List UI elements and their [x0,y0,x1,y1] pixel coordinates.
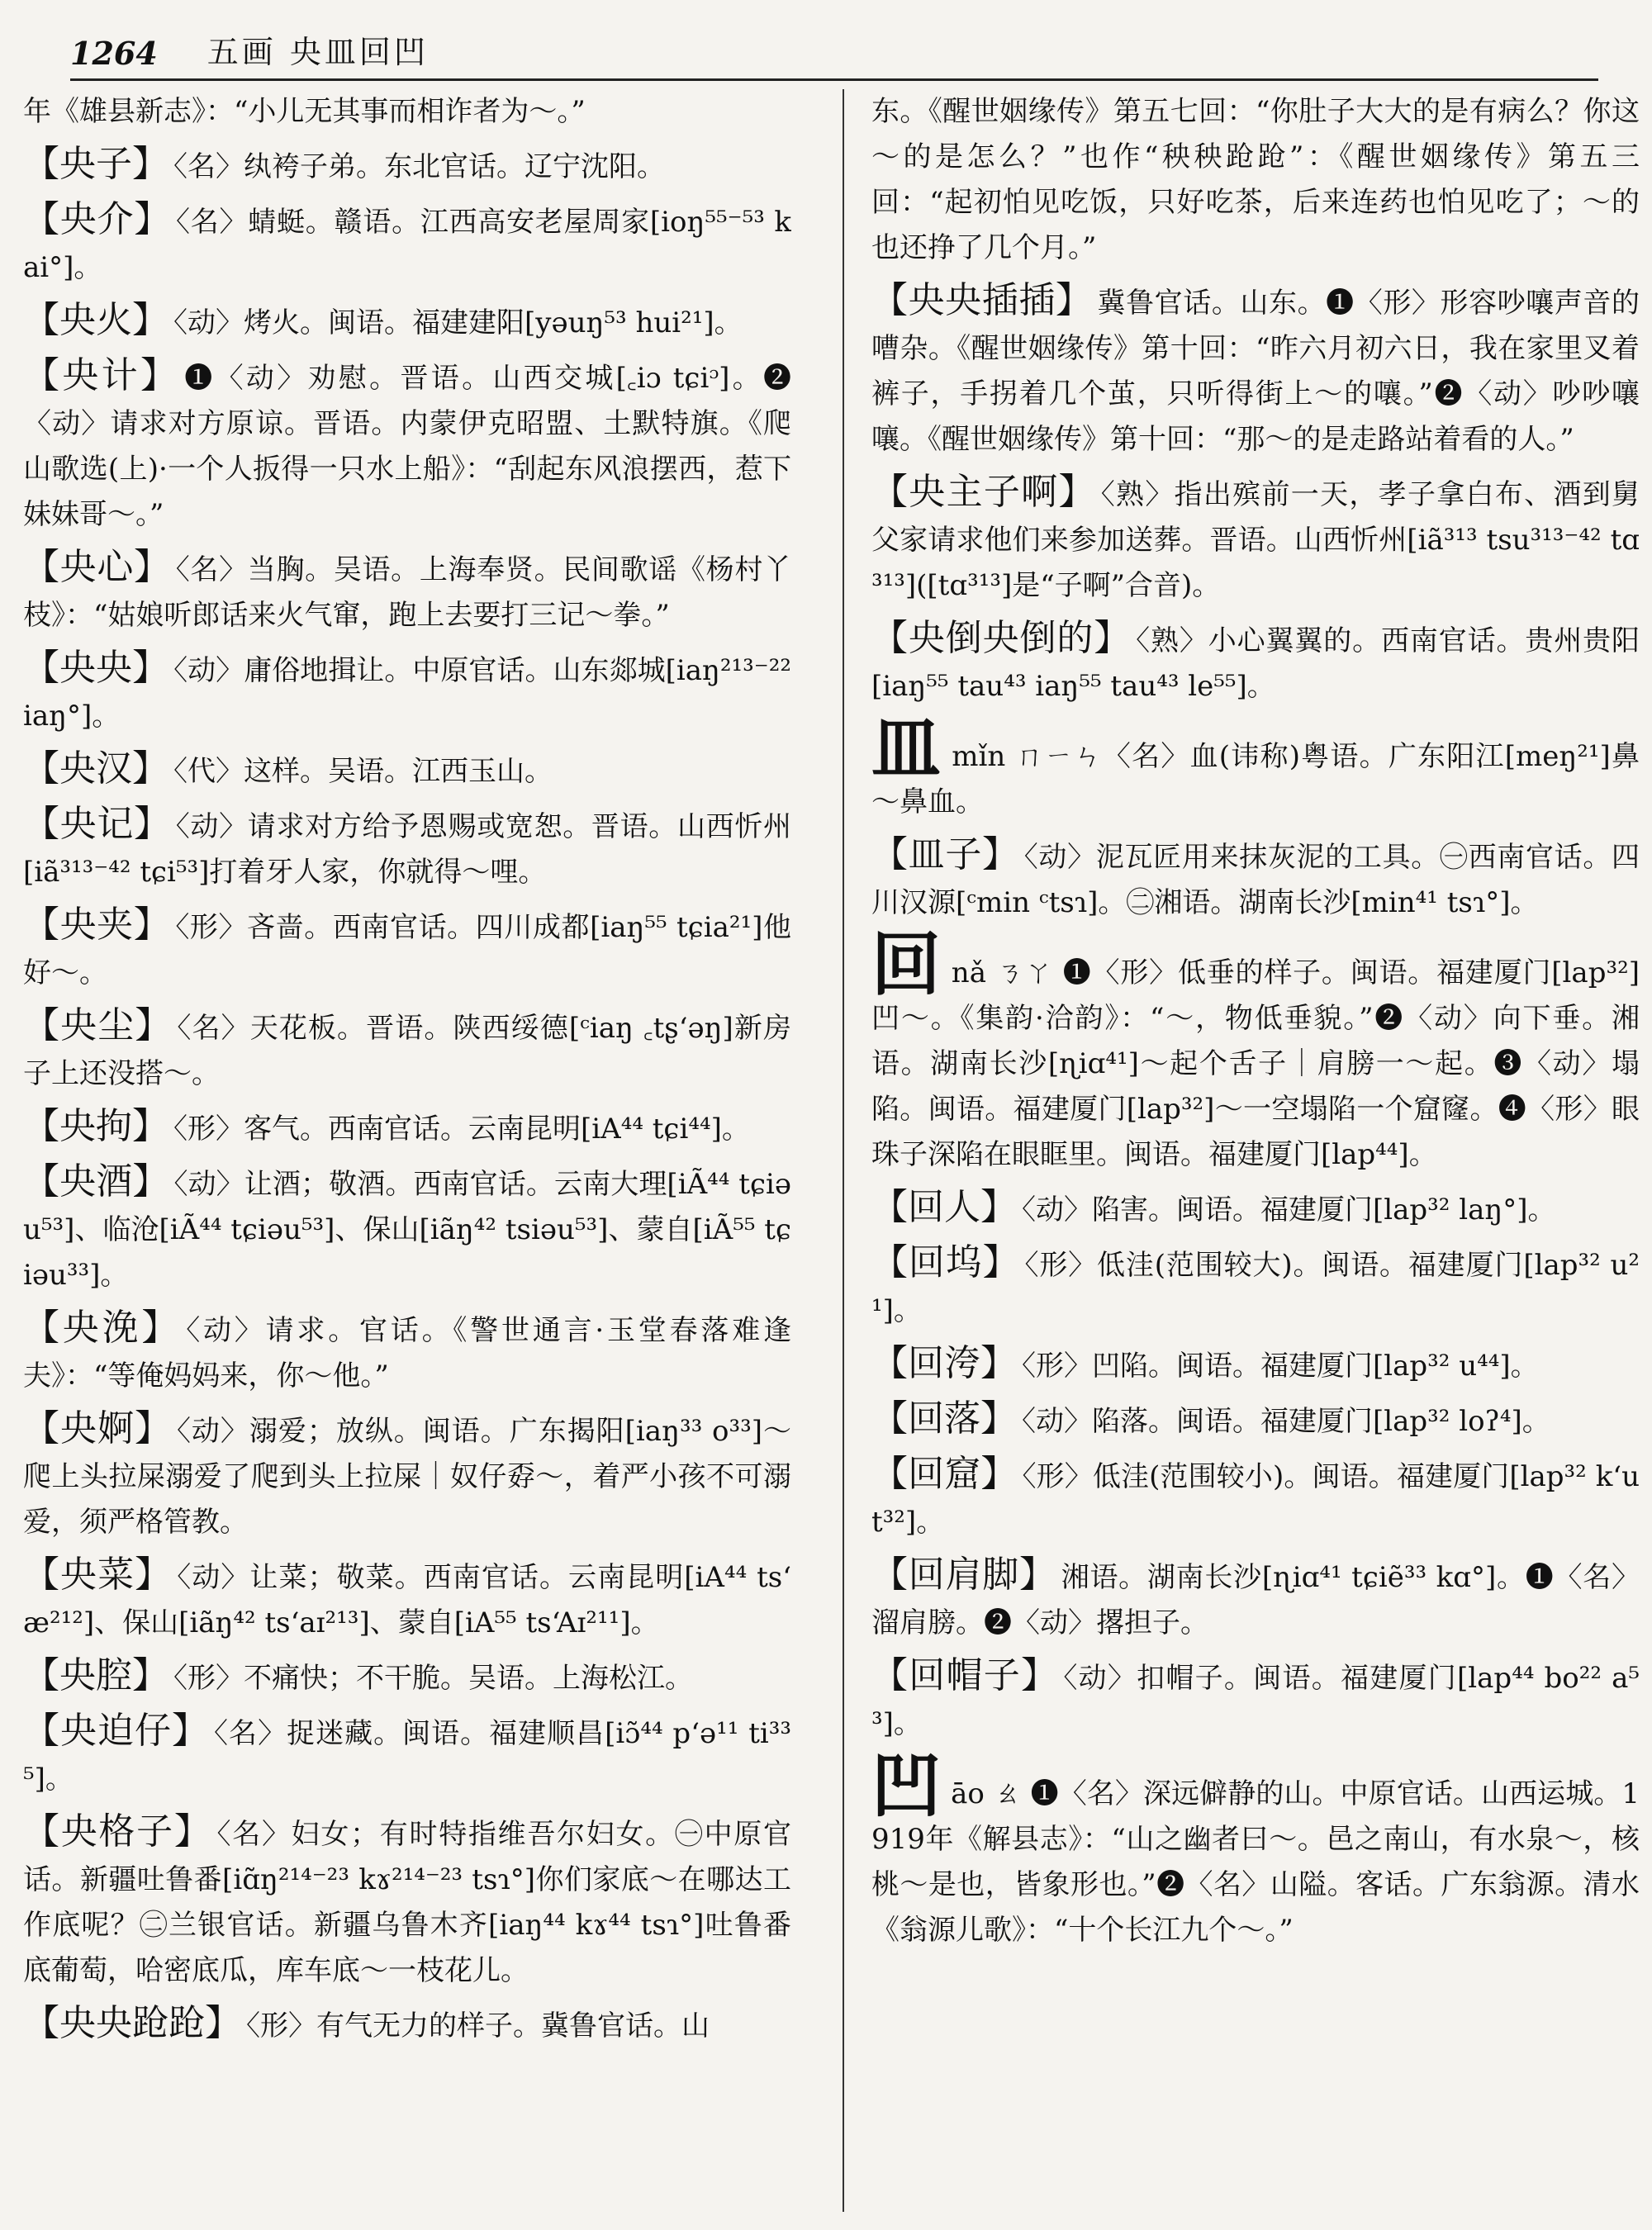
right-column [871,89,1640,2220]
dictionary-entry [23,297,791,346]
entry-headword: 【央主子啊】 [871,471,1096,513]
entry-definition: 〈熟〉指出殡前一天，孝子拿白布、酒到舅父家请求他们来参加送葬。晋语。山西忻州[iã³¹³ tsu³¹³⁻⁴² tɑ³¹³]([tɑ³¹³]是“子啊”合音)。 [871,478,1640,602]
dictionary-entry [23,1406,791,1545]
entry-headword: 【央心】 [23,546,171,588]
entry-definition: 东。《醒世姻缘传》第五七回：“你肚子大大的是有病么？你这～的是怎么？”也作“秧秧跄跄”：《醒世姻缘传》第五三回：“起初怕见吃饭，只好吃茶，后来连药也怕见吃了；～的也还挣了几个月。” [871,95,1640,264]
dictionary-entry [23,1305,791,1399]
dictionary-entry [871,89,1640,271]
entry-definition: 〈动〉请求对方给予恩赐或宽恕。晋语。山西忻州[iã³¹³⁻⁴² tɕi⁵³]打着牙人家，你就得～哩。 [23,810,791,889]
entry-definition: 〈名〉捉迷藏。闽语。福建顺昌[iɔ̃⁴⁴ pʻə¹¹ ti³³⁵]。 [23,1717,791,1796]
dictionary-entry [23,645,791,739]
dictionary-entry [23,1552,791,1646]
page-header [70,15,1598,81]
dictionary-entry [23,1103,791,1152]
entry-definition: 〈形〉客气。西南官话。云南昆明[iA⁴⁴ tɕi⁴⁴]。 [173,1113,750,1146]
entry-headword: 【央浼】 [23,1307,182,1349]
entry-definition: āo ㄠ ❶〈名〉深远僻静的山。中原官话。山西运城。1919年《解县志》：“山之幽者曰～。邑之南山，有水泉～，核桃～是也，皆象形也。”❷〈名〉山隘。客话。广东翁源。清水《翁源儿歌》：“十个长江九个～。” [871,1777,1640,1947]
dictionary-entry [871,1653,1640,1747]
entry-headword: 【央记】 [23,803,171,845]
entry-headword: 【央夹】 [23,904,171,946]
entry-definition: 〈动〉陷落。闽语。福建厦门[lap³² loʔ⁴]。 [1022,1405,1550,1438]
dictionary-entry [871,1552,1640,1646]
entry-headword: 【央央跄跄】 [23,2002,241,2044]
dictionary-entry [23,197,791,291]
entry-definition: 〈动〉请求。官话。《警世通言·玉堂春落难逢夫》：“等俺妈妈来，你～他。” [23,1314,791,1393]
entry-definition: 〈动〉扣帽子。闽语。福建厦门[lap⁴⁴ bo²² a⁵³]。 [871,1662,1640,1740]
entry-headword: 【央子】 [23,143,169,185]
character-headword: 回 [871,924,942,1005]
entry-definition: 冀鲁官话。山东。❶〈形〉形容吵嚷声音的嘈杂。《醒世姻缘传》第十回：“昨六月初六日，我在家里叉着裤子，手拐着几个茧，只听得街上～的嚷。”❷〈动〉吵吵嚷嚷。《醒世姻缘传》第十回：“那～的是走路站着看的人。” [871,287,1640,456]
entry-definition: 〈动〉溺爱；放纵。闽语。广东揭阳[iaŋ³³ o³³]～爬上头拉屎溺爱了爬到头上拉屎｜奴仔孬～，着严小孩不可溺爱，须严格管教。 [23,1415,791,1539]
entry-definition: 〈形〉低洼(范围较大)。闽语。福建厦门[lap³² u²¹]。 [871,1249,1640,1327]
dictionary-entry [23,746,791,795]
entry-definition: 〈动〉让酒；敬酒。西南官话。云南大理[iÃ⁴⁴ tɕiəu⁵³]、临沧[iÃ⁴⁴ tɕiəu⁵³]、保山[iãŋ⁴² tsiəu⁵³]、蒙自[iÃ⁵⁵ tɕiəu³³]。 [23,1168,791,1292]
entry-headword: 【回窟】 [871,1453,1018,1495]
entry-definition: 〈熟〉小心翼翼的。西南官话。贵州贵阳[iaŋ⁵⁵ tau⁴³ iaŋ⁵⁵ tau⁴³ le⁵⁵]。 [871,624,1640,703]
entry-definition: 〈形〉有气无力的样子。冀鲁官话。山 [246,2009,710,2043]
entry-definition: 年《雄县新志》：“小儿无其事而相诈者为～。” [23,95,586,128]
dictionary-entry [871,278,1640,463]
dictionary-entry [23,1708,791,1802]
dictionary-entry [23,141,791,190]
dictionary-entry [871,469,1640,609]
dictionary-entry [23,89,791,135]
dictionary-entry [871,1184,1640,1233]
entry-headword: 【回落】 [871,1397,1017,1440]
entry-definition: mǐn ㄇㄧㄣ〈名〉血(讳称)粤语。广东阳江[meŋ²¹]鼻～鼻血。 [871,740,1640,818]
dictionary-entry [871,924,1640,1178]
entry-headword: 【央迫仔】 [23,1710,210,1752]
page-number: 1264 [70,35,158,72]
dictionary-entry [871,832,1640,926]
dictionary-entry [23,544,791,638]
entry-headword: 【回人】 [871,1186,1017,1228]
entry-definition: 〈名〉当胸。吴语。上海奉贤。民间歌谣《杨村丫枝》：“姑娘听郎话来火气窜，跑上去要打三记～拳。” [23,553,791,632]
entry-definition: 〈名〉妇女；有时特指维吾尔妇女。㊀中原官话。新疆吐鲁番[iɑ̃ŋ²¹⁴⁻²³ kɤ²¹⁴⁻²³ tsɿ°]你们家底～在哪达工作底呢？㊁兰银官话。新疆乌鲁木齐[iaŋ⁴⁴ kɤ⁴⁴ tsɿ°]吐鲁番底葡萄，哈密底瓜，库车底～一枝花儿。 [23,1818,791,1987]
dictionary-entry [23,353,791,538]
running-head: 五画 央皿回凹 [206,34,429,70]
character-headword: 凹 [871,1745,942,1826]
dictionary-entry [23,2000,791,2049]
entry-headword: 【回帽子】 [871,1654,1059,1696]
dictionary-entry [23,1653,791,1701]
entry-headword: 【回坞】 [871,1241,1020,1283]
entry-definition: 〈动〉泥瓦匠用来抹灰泥的工具。㊀西南官话。四川汉源[ᶜmin ᶜtsɿ]。㊁湘语。湖南长沙[min⁴¹ tsɿ°]。 [871,841,1640,919]
entry-definition: 湘语。湖南长沙[ɳiɑ⁴¹ tɕiẽ³³ kɑ°]。❶〈名〉溜肩膀。❷〈动〉撂担子。 [871,1561,1640,1639]
entry-headword: 【央腔】 [23,1654,169,1696]
entry-definition: 〈名〉蜻蜓。赣语。江西高安老屋周家[ioŋ⁵⁵⁻⁵³ kai°]。 [23,206,791,284]
entry-definition: 〈动〉陷害。闽语。福建厦门[lap³² laŋ°]。 [1022,1193,1556,1226]
dictionary-entry [23,801,791,895]
dictionary-entry [23,1003,791,1097]
entry-definition: 〈动〉让菜；敬菜。西南官话。云南昆明[iA⁴⁴ tsʻæ²¹²]、保山[iãŋ⁴² tsʻaɪ²¹³]、蒙自[iA⁵⁵ tsʻAɪ²¹¹]。 [23,1561,791,1639]
entry-headword: 【回洿】 [871,1342,1017,1384]
entry-headword: 【央火】 [23,299,169,341]
entry-headword: 【央倒央倒的】 [871,617,1132,659]
dictionary-entry [871,615,1640,709]
dictionary-entry [871,1240,1640,1334]
entry-headword: 【央计】 [23,354,180,396]
entry-definition: 〈动〉烤火。闽语。福建建阳[yəuŋ⁵³ hui²¹]。 [173,306,743,339]
entry-headword: 【央央插插】 [871,279,1093,321]
entry-headword: 【央格子】 [23,1810,212,1853]
entry-definition: 〈形〉凹陷。闽语。福建厦门[lap³² u⁴⁴]。 [1022,1350,1539,1383]
dictionary-entry [871,1340,1640,1389]
entry-definition: nǎ ㄋㄚ ❶〈形〉低垂的样子。闽语。福建厦门[lap³²]凹～。《集韵·洽韵》：“～，物低垂貌。”❷〈动〉向下垂。湘语。湖南长沙[ɳiɑ⁴¹]～起个舌子｜肩膀一～起。❸〈动〉塌陷。闽语。福建厦门[lap³²]～一空塌陷一个窟窿。❹〈形〉眼珠子深陷在眼眶里。闽语。福建厦门[lap⁴⁴]。 [871,956,1640,1171]
entry-headword: 【央菜】 [23,1554,173,1596]
dictionary-entry [871,708,1640,825]
dictionary-entry [871,1396,1640,1445]
entry-headword: 【央婀】 [23,1407,172,1450]
entry-definition: ❶〈动〉劝慰。晋语。山西交城[꜀iɔ tɕiᵓ]。❷〈动〉请求对方原谅。晋语。内蒙伊克昭盟、土默特旗。《爬山歌选(上)·一个人扳得一只水上船》：“刮起东风浪摆西，惹下妹妹哥～。” [23,362,791,531]
entry-headword: 【央尘】 [23,1004,173,1046]
entry-definition: 〈形〉吝啬。西南官话。四川成都[iaŋ⁵⁵ tɕia²¹]他好～。 [23,911,791,989]
entry-headword: 【皿子】 [871,833,1019,875]
dictionary-entry [871,1451,1640,1545]
entry-headword: 【央介】 [23,198,172,240]
entry-definition: 〈代〉这样。吴语。江西玉山。 [173,755,553,788]
entry-headword: 【回肩脚】 [871,1554,1056,1596]
entry-headword: 【央央】 [23,647,169,689]
dictionary-entry [23,902,791,996]
dictionary-entry [23,1159,791,1298]
entry-definition: 〈动〉庸俗地揖让。中原官话。山东郯城[iaŋ²¹³⁻²² iaŋ°]。 [23,654,791,733]
entry-definition: 〈形〉低洼(范围较小)。闽语。福建厦门[lap³² kʻut³²]。 [871,1460,1640,1539]
entry-definition: 〈名〉天花板。晋语。陕西绥德[ᶜiaŋ ꜀tʂʻəŋ]新房子上还没搭～。 [23,1012,791,1090]
entry-definition: 〈名〉纨袴子弟。东北官话。辽宁沈阳。 [173,150,665,183]
left-column [23,89,791,2220]
entry-headword: 【央汉】 [23,747,169,790]
dictionary-entry [871,1745,1640,1953]
entry-definition: 〈形〉不痛快；不干脆。吴语。上海松江。 [173,1662,693,1695]
entry-headword: 【央拘】 [23,1105,169,1147]
dictionary-entry [23,1809,791,1994]
character-headword: 皿 [871,708,942,789]
column-divider [843,89,844,2212]
entry-headword: 【央酒】 [23,1160,169,1203]
